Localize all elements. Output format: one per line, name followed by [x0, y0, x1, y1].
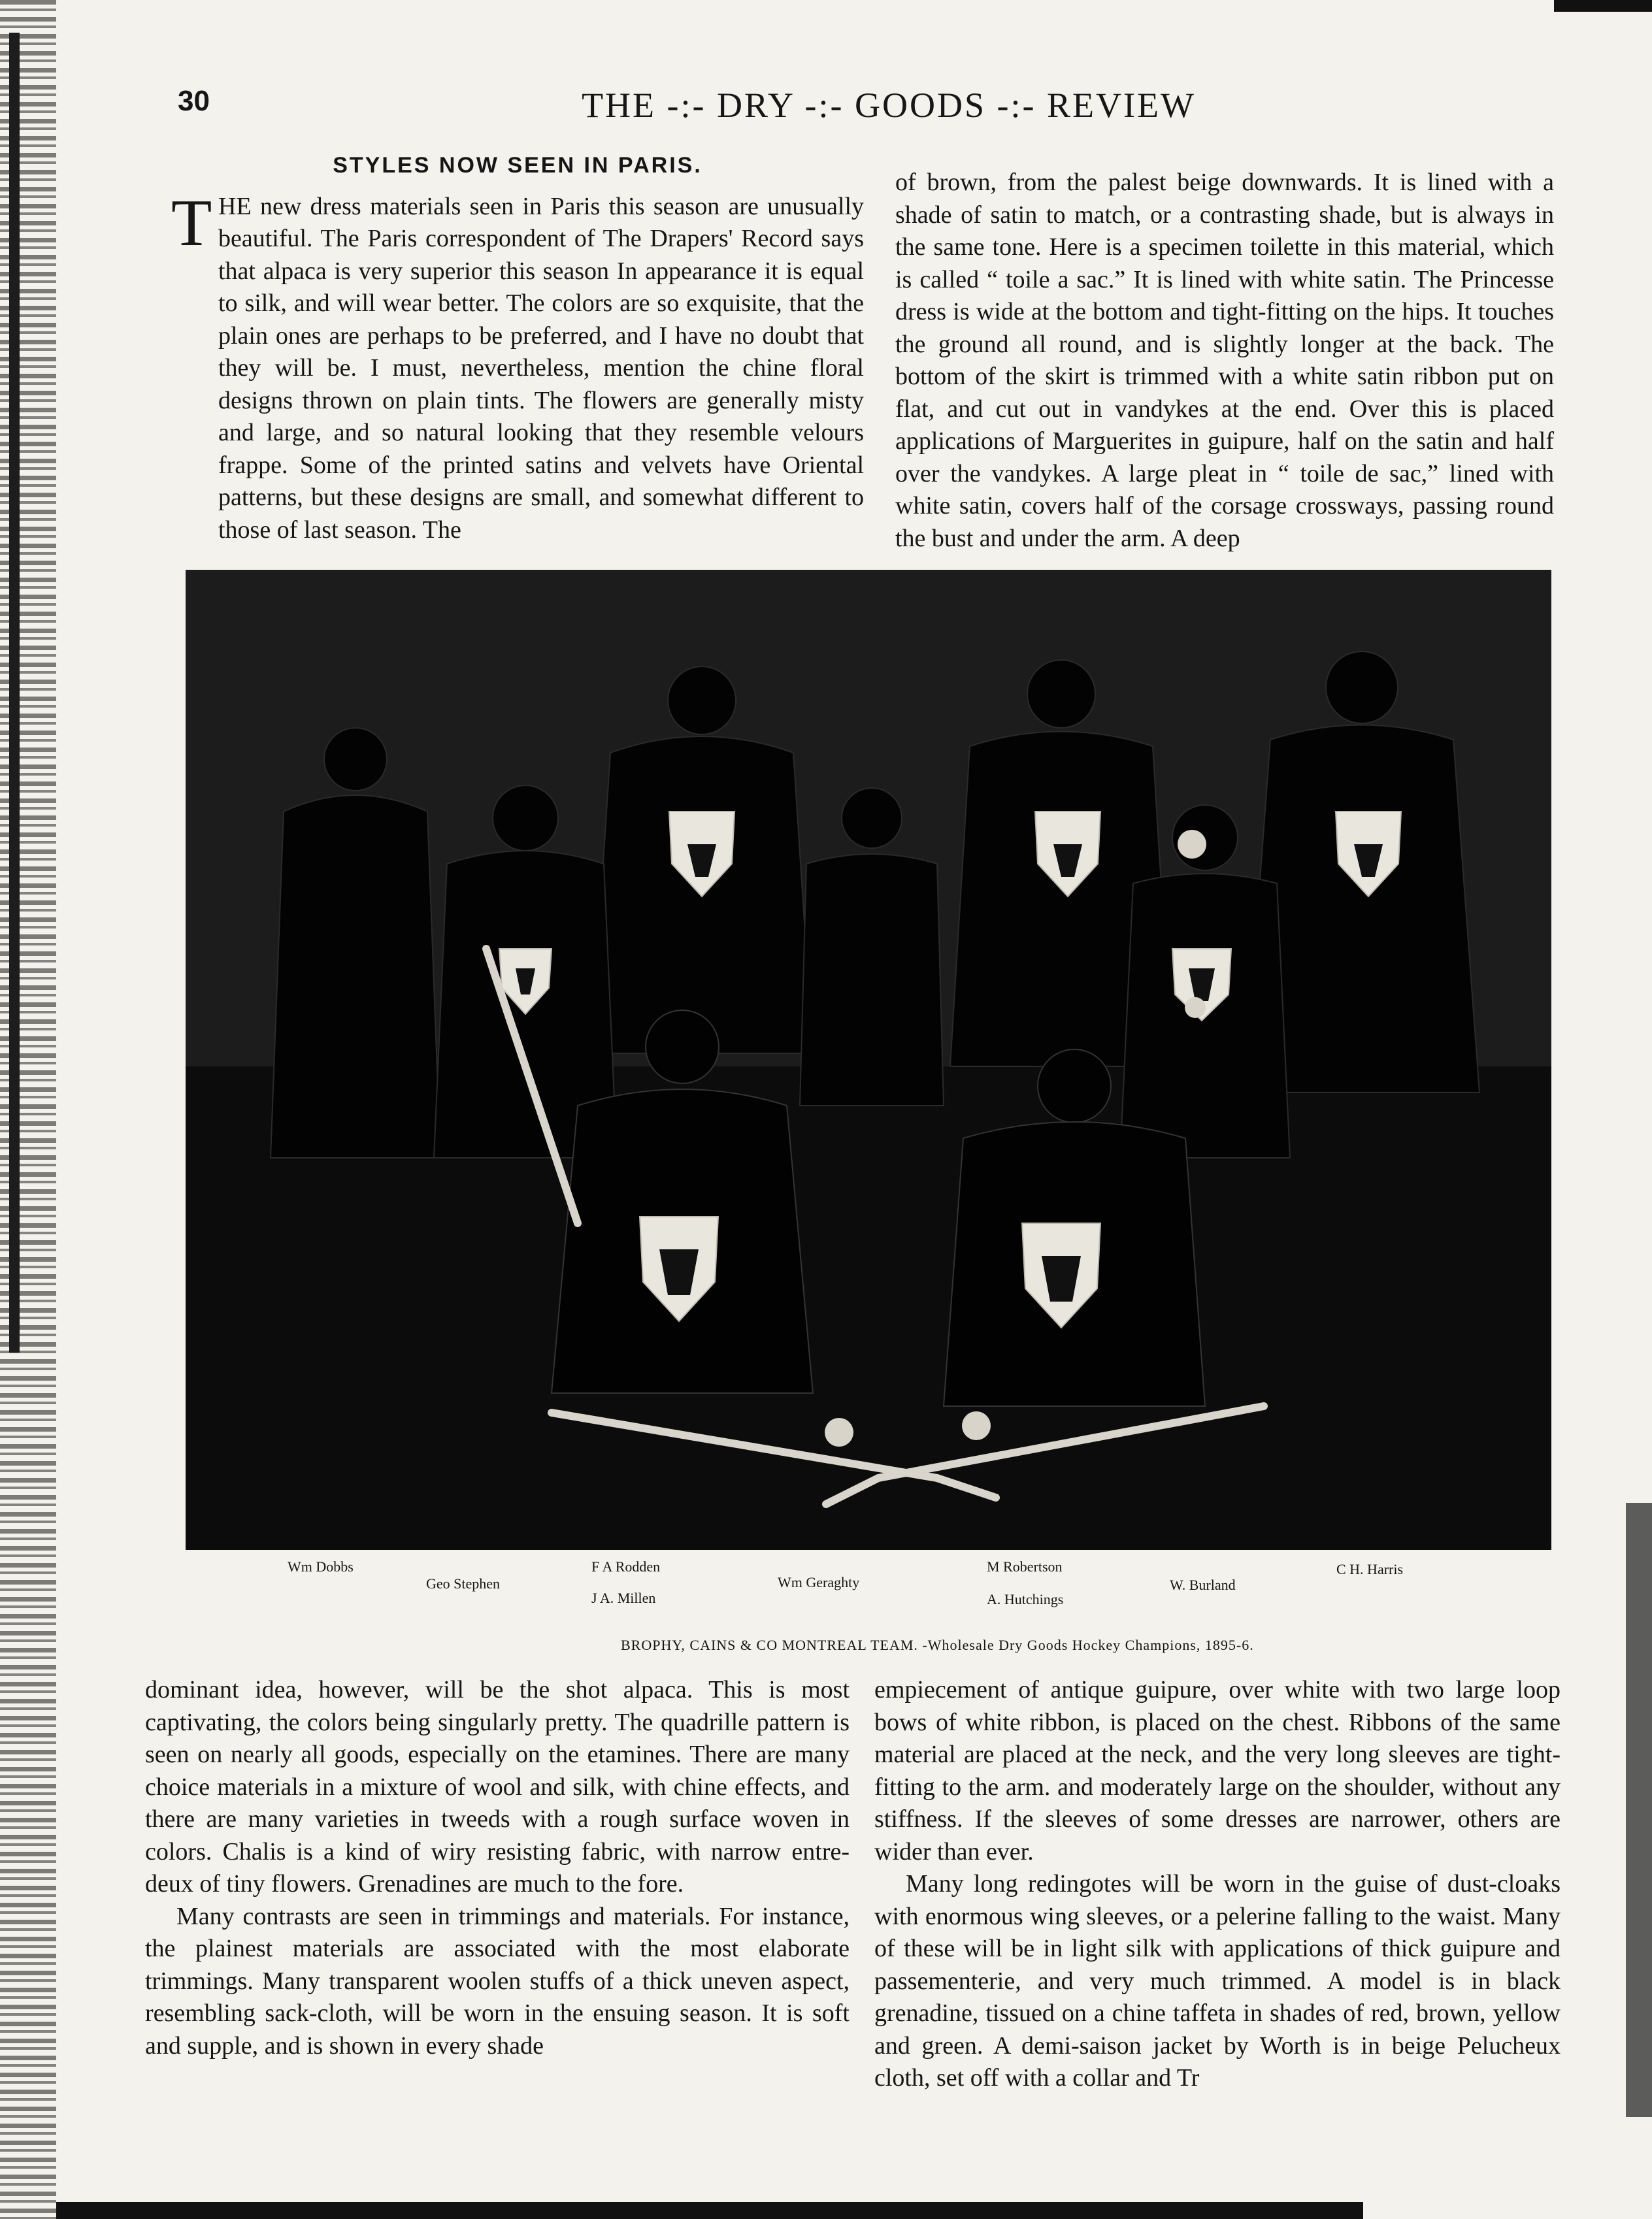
team-photograph: [186, 570, 1551, 1550]
drop-cap: T: [171, 186, 212, 260]
article-column-2: [895, 167, 1554, 555]
photo-caption-block: [196, 1558, 1549, 1683]
player-name: W. Burland: [1170, 1577, 1236, 1593]
player-name: A. Hutchings: [987, 1591, 1064, 1607]
scan-edge-shadow: [9, 33, 20, 1353]
photo-figures: [186, 570, 1551, 1550]
paragraph-text: HE new dress materials seen in Paris this season are unusually beautiful. The Paris correspondent of The Drapers' Record says that alpaca is very superior this season In appearance it is equal to silk, and will wear better. The colors are so exquisite, that the plain ones are perhaps to be preferred, and I have no doubt that they will be. I must, nevertheless, mention the chine floral designs thrown on plain tints. The flowers are generally misty and large, and so natural looking that they resemble velours frappe. Some of the printed satins and velvets have Oriental patterns, but these designs are small, and somewhat different to those of last season. The: [218, 192, 864, 544]
page-number: 30: [178, 85, 210, 117]
scan-edge-right: [1626, 1503, 1652, 2117]
player-name: F A Rodden: [591, 1558, 661, 1575]
team-caption: BROPHY, CAINS & CO MONTREAL TEAM. -Wholesale Dry Goods Hockey Champions, 1895-6.: [621, 1637, 1254, 1653]
player-name: Geo Stephen: [426, 1575, 501, 1592]
article-paragraph: Many contrasts are seen in trimmings and materials. For instance, the plainest materials are associated with the most elaborate trimmings. Many transparent woolen stuffs of a thick uneven aspect, resembling sack-cloth, will be worn in the ensuing season. It is soft and supple, and is shown in every shade: [145, 1902, 850, 2060]
scan-edge-left: [0, 0, 56, 2219]
running-head: THE -:- DRY -:- GOODS -:- REVIEW: [582, 86, 1196, 125]
article-paragraph: [171, 186, 864, 547]
player-name: Wm Dobbs: [288, 1558, 354, 1575]
article-paragraph: Many long redingotes will be worn in the guise of dust-cloaks with enormous wing sleeves, or a pelerine falling to the waist. Many of these will be in light silk with applications of thick guipure and passementerie, and very much trimmed. A model is in black grenadine, tissued on a chine taffeta in shades of red, brown, yellow and green. A demi-saison jacket by Worth is in beige Pelucheux cloth, set off with a collar and Tr: [874, 1870, 1561, 2092]
article-paragraph: empiecement of antique guipure, over white with two large loop bows of white ribbon, is placed on the chest. Ribbons of the same material are placed at the neck, and the very long sleeves are tight-fitting to the arm. and moderately large on the shoulder, without any stiffness. If the sleeves of some dresses are narrower, others are wider than ever.: [874, 1676, 1561, 1866]
article-paragraph: dominant idea, however, will be the shot alpaca. This is most captivating, the colors being singularly pretty. The quadrille pattern is seen on nearly all goods, especially on the etamines. There are many choice materials in a mixture of wool and silk, with chine effects, and there are many varieties in tweeds with a rough surface woven in colors. Chalis is a kind of wiry resisting fabric, with narrow entre-deux of tiny flowers. Grenadines are much to the fore.: [145, 1676, 850, 1898]
article-column-4: [874, 1674, 1561, 2095]
scan-edge-bottom: [56, 2202, 1363, 2219]
player-name: C H. Harris: [1336, 1561, 1404, 1577]
article-column-1: [171, 153, 864, 546]
player-name: Wm Geraghty: [778, 1574, 860, 1590]
article-paragraph: of brown, from the palest beige downwards. It is lined with a shade of satin to match, or a contrasting shade, but is always in the same tone. Here is a specimen toilette in this material, which is called “ toile a sac.” It is lined with white satin. The Princesse dress is wide at the bottom and tight-fitting on the hips. It touches the ground all round, and is slightly longer at the back. The bottom of the skirt is trimmed with a white satin ribbon put on flat, and cut out in vandykes at the end. Over this is placed applications of Marguerites in guipure, half on the satin and half over the vandykes. A large pleat in “ toile de sac,” lined with white satin, covers half of the corsage crossways, passing round the bust and under the arm. A deep: [895, 169, 1554, 552]
article-column-3: [145, 1674, 850, 2062]
player-name: M Robertson: [987, 1558, 1063, 1575]
article-heading: STYLES NOW SEEN IN PARIS.: [333, 153, 702, 178]
player-name: J A. Millen: [591, 1590, 656, 1606]
scan-edge-top: [1554, 0, 1652, 12]
